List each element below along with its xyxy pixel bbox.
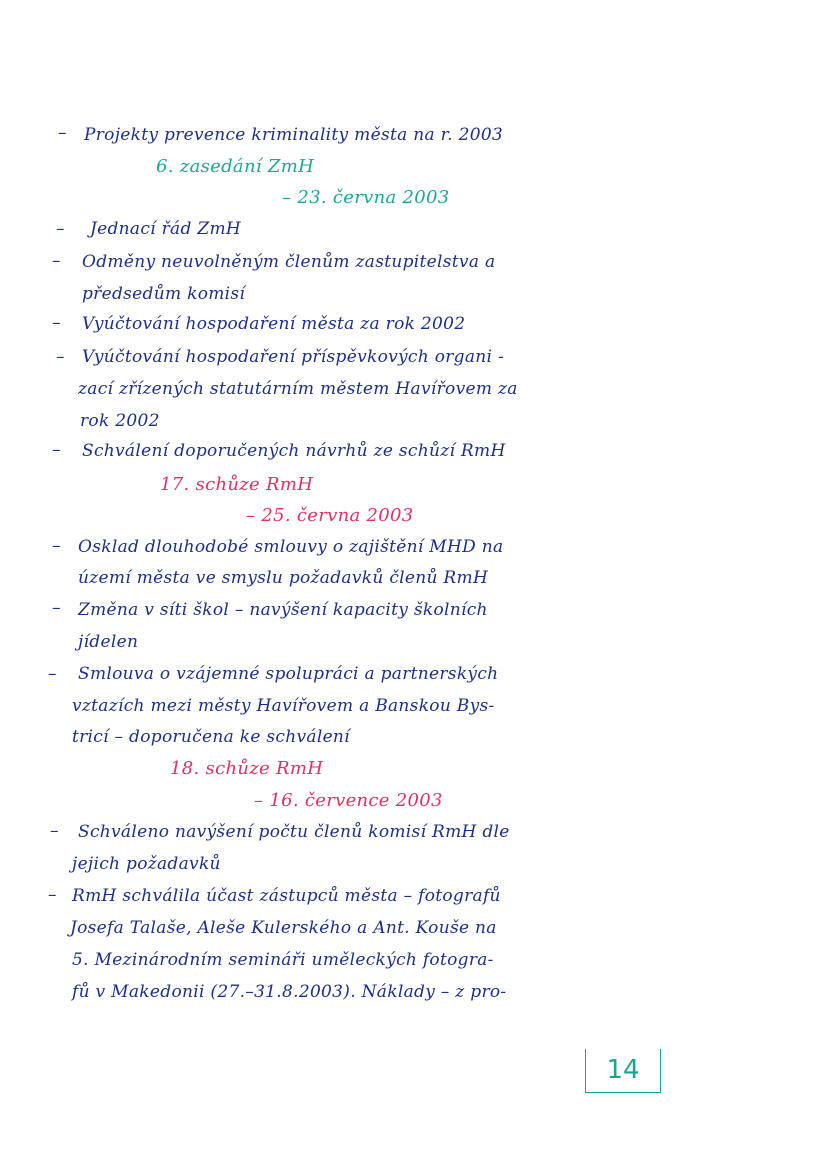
page-number: 14 [606, 1055, 640, 1085]
section-date: – 23. června 2003 [282, 187, 450, 208]
item-line: RmH schválila účast zástupců města – fotografů [72, 886, 501, 906]
item-line: Schváleno navýšení počtu členů komisí RmH dle [78, 822, 510, 842]
page-number-box [585, 1049, 661, 1093]
item-line: Josefa Talaše, Aleše Kulerského a Ant. Kouše na [70, 918, 497, 938]
item-line: území města ve smyslu požadavků členů RmH [78, 568, 489, 588]
item-line: Schválení doporučených návrhů ze schůzí RmH [82, 441, 506, 461]
item-line: zací zřízených statutárním městem Havířovem za [78, 379, 518, 399]
item-line: fů v Makedonii (27.–31.8.2003). Náklady – z pro- [72, 982, 507, 1002]
item-line: rok 2002 [80, 411, 160, 431]
section-date: – 25. června 2003 [246, 505, 414, 526]
item-line: jejich požadavků [72, 854, 221, 874]
bullet-dash: – [56, 219, 65, 239]
bullet-dash: – [48, 664, 57, 684]
bullet-dash: – [56, 347, 65, 367]
item-line: Osklad dlouhodobé smlouvy o zajištění MHD na [78, 537, 504, 557]
bullet-dash: – [58, 123, 67, 143]
bullet-dash: – [48, 885, 57, 905]
bullet-dash: – [52, 313, 61, 333]
item-line: tricí – doporučena ke schválení [72, 727, 350, 747]
section-heading: 18. schůze RmH [170, 758, 324, 779]
bullet-dash: – [52, 536, 61, 556]
item-line: Smlouva o vzájemné spolupráci a partnerských [78, 664, 499, 684]
section-heading: 6. zasedání ZmH [156, 156, 315, 177]
section-date: – 16. července 2003 [254, 790, 443, 811]
item-line: Projekty prevence kriminality města na r. 2003 [84, 125, 504, 145]
item-line: Odměny neuvolněným členům zastupitelstva a [82, 252, 496, 272]
bullet-dash: – [52, 598, 61, 618]
item-line: vztazích mezi městy Havířovem a Banskou Bys- [72, 696, 495, 716]
item-line: Vyúčtování hospodaření města za rok 2002 [82, 314, 466, 334]
item-line: Změna v síti škol – navýšení kapacity školních [78, 600, 488, 620]
item-line: Vyúčtování hospodaření příspěvkových organi - [82, 347, 505, 367]
bullet-dash: – [52, 440, 61, 460]
item-line: Jednací řád ZmH [90, 219, 242, 239]
section-heading: 17. schůze RmH [160, 474, 314, 495]
bullet-dash: – [50, 821, 59, 841]
bullet-dash: – [52, 251, 61, 271]
item-line: předsedům komisí [82, 284, 246, 304]
item-line: 5. Mezinárodním semináři uměleckých fotogra- [72, 950, 494, 970]
item-line: jídelen [78, 632, 139, 652]
